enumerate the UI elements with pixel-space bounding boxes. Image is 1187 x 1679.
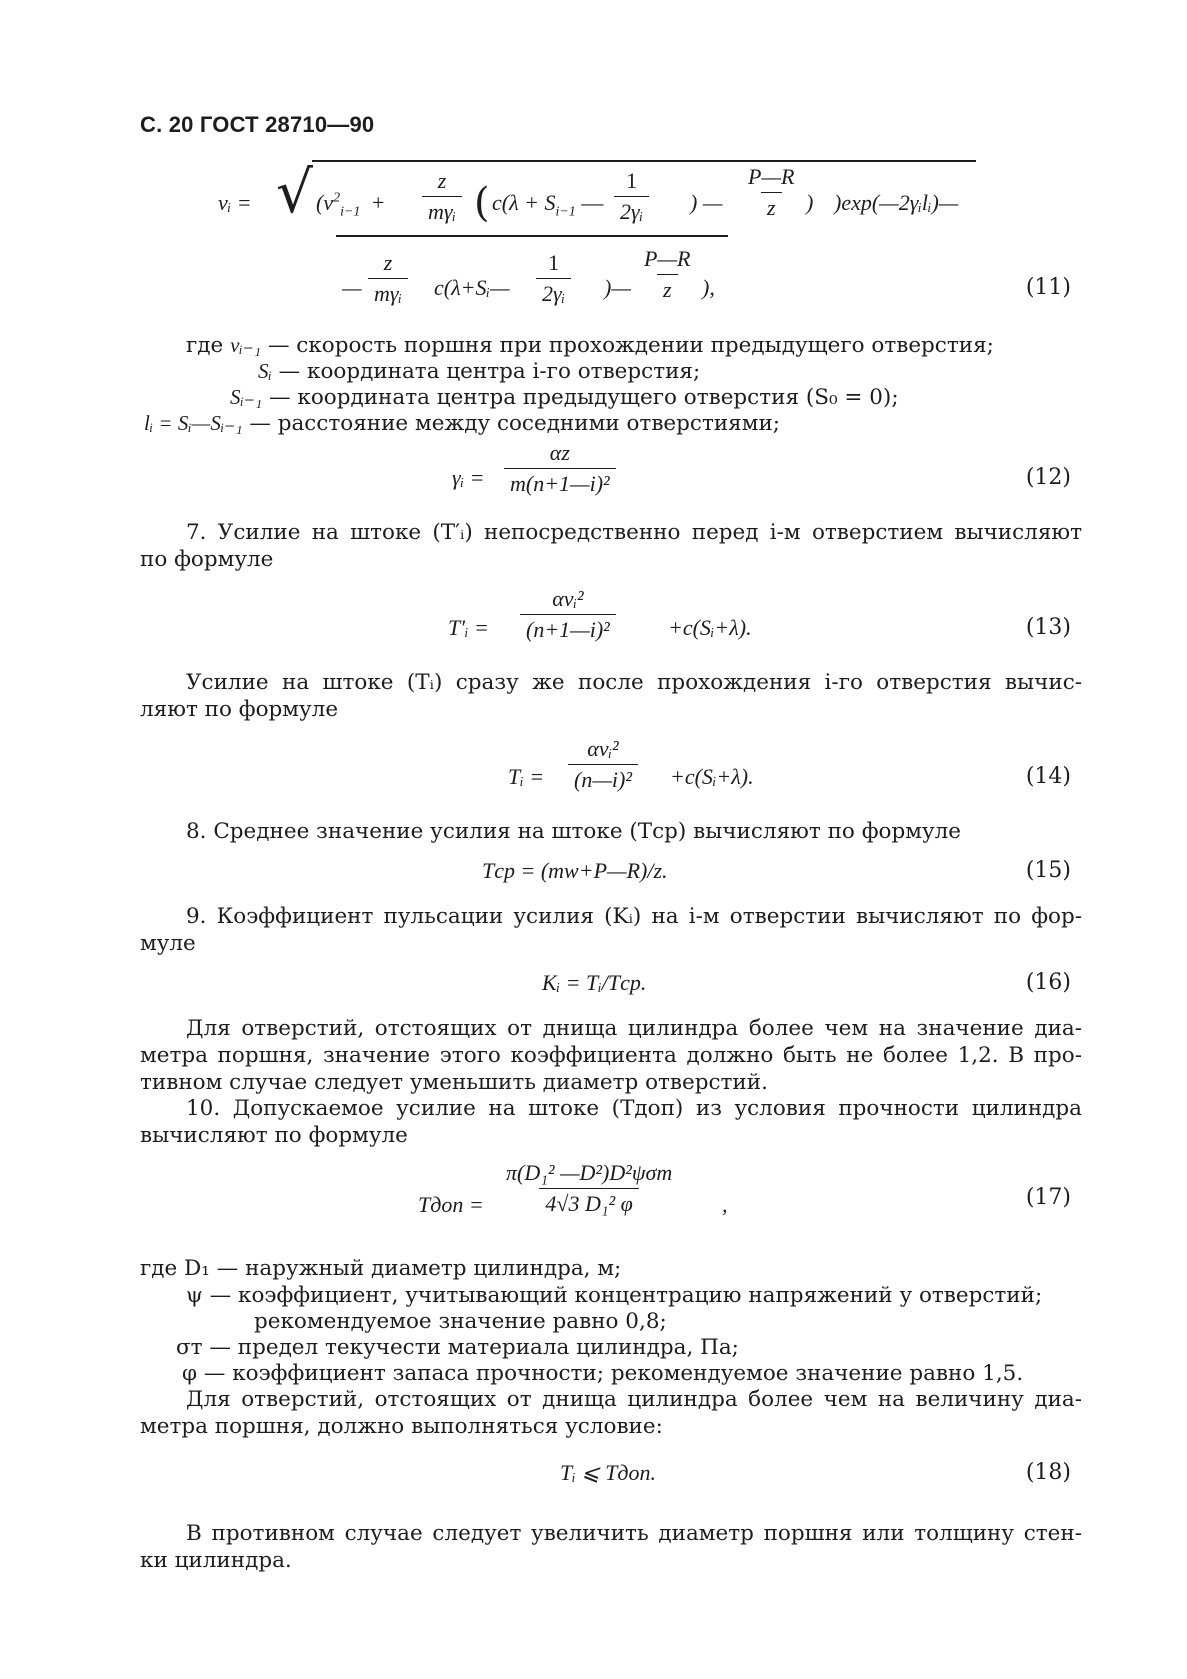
para-10b-line1: Для отверстий, отстоящих от днища цилиндра более чем на величину диа- bbox=[186, 1387, 1082, 1412]
eq11-v-sq: 2 bbox=[333, 190, 341, 206]
eq12-frac bbox=[500, 440, 620, 497]
eq12-den: m(n+1—i)² bbox=[504, 468, 616, 497]
def1-term-1: Sᵢ bbox=[258, 359, 272, 383]
def1-text-3: — расстояние между соседними отверстиями; bbox=[249, 411, 781, 436]
eq17-frac bbox=[496, 1160, 682, 1217]
eq11-frac-z bbox=[418, 168, 466, 225]
def2-text-0: — наружный диаметр цилиндра, м; bbox=[216, 1256, 622, 1281]
eq11-number: (11) bbox=[1025, 275, 1071, 300]
eq11-frac2-z-num: z bbox=[383, 250, 393, 275]
para-7-line1: 7. Усилие на штоке (T′ᵢ) непосредственно перед i-м отверстием вычисляют bbox=[186, 520, 1082, 545]
eq13-number: (13) bbox=[1025, 615, 1071, 640]
eq15-expr: Tср = (mw+P—R)/z. bbox=[482, 858, 668, 883]
para-7-line2: по формуле bbox=[140, 547, 274, 572]
eq11-line2-c: c(λ+Sᵢ— bbox=[434, 275, 510, 300]
eq13-lhs: T′ᵢ = bbox=[448, 615, 489, 640]
eq12-number: (12) bbox=[1025, 465, 1071, 490]
eq15-number: (15) bbox=[1025, 858, 1071, 883]
eq18-expr: Tᵢ ⩽ Tдоп. bbox=[560, 1460, 657, 1485]
eq11-lhs: vᵢ = bbox=[218, 190, 252, 215]
eq13-frac bbox=[516, 586, 620, 643]
def2-term-1: ψ bbox=[186, 1283, 203, 1308]
eq11-line2-end: ), bbox=[702, 275, 715, 300]
eq14-rest: +c(Sᵢ+λ). bbox=[670, 764, 754, 789]
def1-term-2: Sᵢ₋₁ bbox=[230, 385, 263, 409]
eq17-rest: , bbox=[722, 1192, 728, 1217]
para-final-line1: В противном случае следует увеличить диаметр поршня или толщину стен- bbox=[186, 1521, 1082, 1546]
def1-row-0 bbox=[186, 332, 994, 359]
def1-row-1 bbox=[258, 358, 700, 385]
def1-text-1: — координата центра i-го отверстия; bbox=[278, 359, 701, 384]
def1-text-2: — координата центра предыдущего отверстия (S₀ = 0); bbox=[269, 385, 899, 410]
eq11-v-sub: i−1 bbox=[340, 204, 361, 220]
def2-term-3: σт bbox=[176, 1335, 203, 1360]
def2-row-2 bbox=[254, 1308, 667, 1335]
eq11-frac2-one bbox=[532, 250, 575, 307]
para-9-line2: муле bbox=[140, 931, 196, 956]
def1-row-3 bbox=[144, 410, 780, 437]
eq11-frac-pr-den: z bbox=[761, 192, 782, 221]
def2-term-4: φ bbox=[182, 1361, 198, 1386]
eq11-line2-lead: — bbox=[342, 275, 362, 300]
para-9c-line3: тивном случае следует уменьшить диаметр отверстий. bbox=[140, 1070, 768, 1095]
eq12-num: αz bbox=[549, 440, 570, 465]
def1-row-2 bbox=[230, 384, 899, 411]
para-9c-line2: метра поршня, значение этого коэффициента должно быть не более 1,2. В про- bbox=[140, 1043, 1082, 1068]
para-final-line2: ки цилиндра. bbox=[140, 1548, 292, 1573]
def2-text-4: — коэффициент запаса прочности; рекомендуемое значение равно 1,5. bbox=[203, 1361, 1024, 1386]
def2-text-1: — коэффициент, учитывающий концентрацию напряжений у отверстий; bbox=[209, 1283, 1043, 1308]
para-7c-line2: ляют по формуле bbox=[140, 697, 339, 722]
eq11-c-open: c(λ + S bbox=[492, 190, 556, 215]
eq16-number: (16) bbox=[1025, 970, 1071, 995]
def1-text-0: — скорость поршня при прохождении предыдущего отверстия; bbox=[267, 333, 994, 358]
eq13-den: (n+1—i)² bbox=[520, 614, 616, 643]
eq11-frac2-z-den: mγᵢ bbox=[368, 278, 408, 307]
eq11-plus: + bbox=[371, 190, 385, 215]
eq14-den: (n—i)² bbox=[568, 764, 638, 793]
para-10-line2: вычисляют по формуле bbox=[140, 1123, 408, 1148]
radical-sign: √ bbox=[276, 158, 313, 226]
para-7c-line1: Усилие на штоке (Tᵢ) сразу же после прохождения i-го отверстия вычис- bbox=[186, 670, 1082, 695]
eq17-lhs: Tдоп = bbox=[418, 1192, 484, 1217]
eq11-c-sub: i−1 bbox=[555, 204, 576, 220]
eq11-frac2-one-den: 2γᵢ bbox=[536, 278, 571, 307]
def2-text-2: рекомендуемое значение равно 0,8; bbox=[254, 1309, 667, 1334]
def1-lead: где bbox=[186, 333, 224, 358]
para-9-line1: 9. Коэффициент пульсации усилия (Kᵢ) на i-м отверстии вычисляют по фор- bbox=[186, 904, 1082, 929]
eq16-expr: Kᵢ = Tᵢ/Tср. bbox=[542, 970, 647, 995]
eq11-exp: )exp(—2γᵢlᵢ)— bbox=[834, 190, 959, 215]
eq11-frac-z-den: mγᵢ bbox=[422, 196, 462, 225]
eq11-frac-one bbox=[610, 168, 653, 225]
page-header: С. 20 ГОСТ 28710—90 bbox=[140, 112, 375, 137]
eq18-number: (18) bbox=[1025, 1460, 1071, 1485]
def2-row-0 bbox=[140, 1255, 621, 1282]
eq14-lhs: Tᵢ = bbox=[508, 764, 545, 789]
eq11-frac2-z bbox=[364, 250, 412, 307]
def2-term-0: где D₁ bbox=[140, 1256, 210, 1281]
def2-row-3 bbox=[176, 1334, 739, 1361]
eq11-c-group bbox=[492, 190, 603, 220]
eq11-close2: ) bbox=[806, 190, 814, 215]
eq13-num: αvᵢ² bbox=[552, 586, 584, 611]
eq12-lhs: γᵢ = bbox=[452, 465, 485, 490]
eq11-frac-one-num: 1 bbox=[626, 168, 638, 193]
eq13-rest: +c(Sᵢ+λ). bbox=[668, 615, 752, 640]
eq14-number: (14) bbox=[1025, 764, 1071, 789]
radical-bar-2 bbox=[336, 235, 728, 237]
eq11-frac-z-num: z bbox=[437, 168, 447, 193]
eq17-number: (17) bbox=[1025, 1185, 1071, 1210]
eq11-close1: ) — bbox=[690, 190, 723, 215]
para-9c-line1: Для отверстий, отстоящих от днища цилиндра более чем на значение диа- bbox=[186, 1016, 1082, 1041]
eq11-frac-one-den: 2γᵢ bbox=[614, 196, 649, 225]
eq11-frac2-one-num: 1 bbox=[548, 250, 560, 275]
eq11-line1 bbox=[316, 190, 390, 220]
eq17-den: 4√3 D₁² φ bbox=[539, 1188, 638, 1217]
eq11-minus: — bbox=[581, 190, 604, 215]
eq11-v: (v bbox=[316, 190, 334, 215]
eq11-frac2-pr-num: P—R bbox=[644, 246, 691, 271]
eq14-num: αvᵢ² bbox=[587, 736, 619, 761]
def1-term-3: lᵢ = Sᵢ—Sᵢ₋₁ bbox=[144, 411, 243, 435]
eq17-num: π(D₁² —D²)D²ψσт bbox=[506, 1160, 673, 1185]
eq11-frac-pr-num: P—R bbox=[748, 164, 795, 189]
eq14-frac bbox=[564, 736, 642, 793]
eq11-frac2-pr bbox=[634, 246, 700, 303]
def2-text-3: — предел текучести материала цилиндра, Па; bbox=[209, 1335, 739, 1360]
para-10b-line2: метра поршня, должно выполняться условие: bbox=[140, 1414, 663, 1439]
para-8: 8. Среднее значение усилия на штоке (Tср) вычисляют по формуле bbox=[186, 819, 961, 844]
def2-row-1 bbox=[186, 1282, 1042, 1309]
radical-bar-1 bbox=[312, 160, 976, 162]
def1-term-0: vᵢ₋₁ bbox=[230, 333, 262, 357]
eq11-frac2-pr-den: z bbox=[657, 274, 678, 303]
para-10-line1: 10. Допускаемое усилие на штоке (Tдоп) из условия прочности цилиндра bbox=[186, 1096, 1082, 1121]
eq11-line2-close: )— bbox=[604, 275, 631, 300]
eq11-frac-pr bbox=[738, 164, 804, 221]
def2-row-4 bbox=[182, 1360, 1023, 1387]
eq11-big-paren: ( bbox=[474, 180, 490, 226]
